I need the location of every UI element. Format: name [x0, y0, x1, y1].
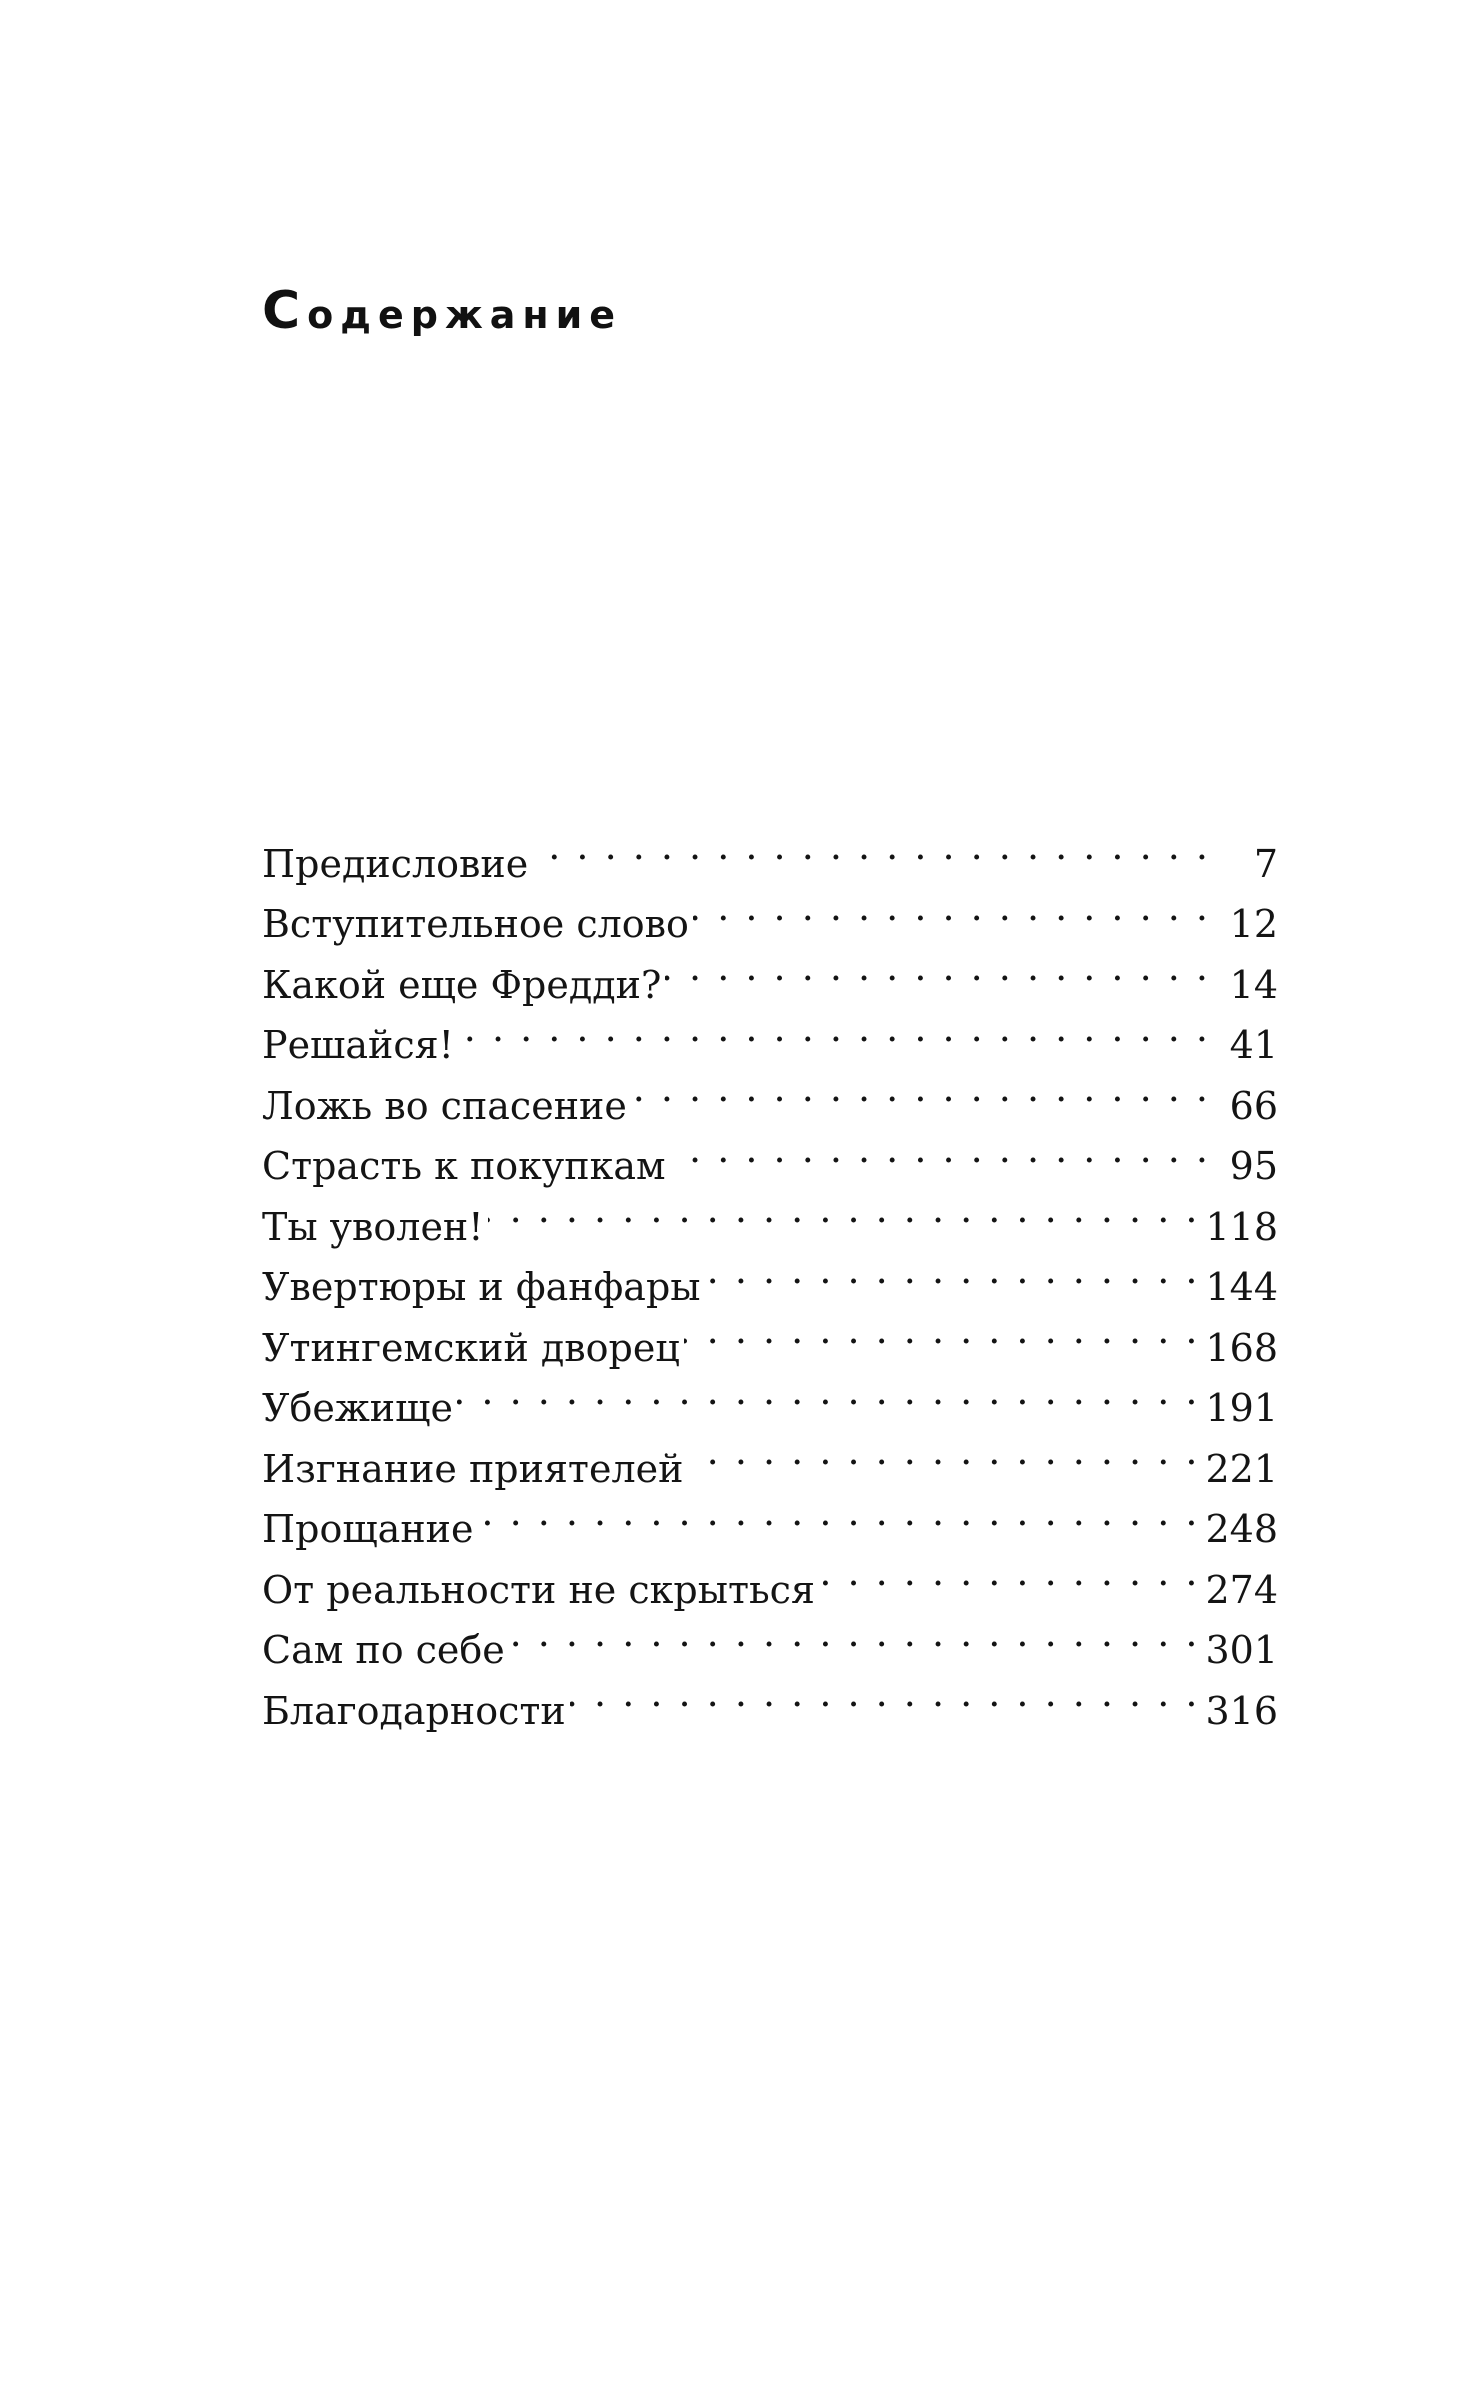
toc-entry-title: Увертюры и фанфары — [262, 1265, 701, 1309]
toc-entry — [262, 816, 1278, 886]
toc-dot-leader — [684, 1300, 1198, 1361]
toc-dot-leader — [570, 1663, 1198, 1724]
toc-dot-leader — [631, 1058, 1208, 1119]
toc-dot-leader — [458, 998, 1208, 1059]
toc-entry-title: Ложь во спасение — [262, 1083, 627, 1128]
toc-dot-leader — [488, 1179, 1198, 1240]
toc-entry-title: Предисловие — [262, 841, 529, 886]
page-title-rest: одержание — [307, 292, 623, 337]
toc-entry-page: 41 — [1229, 1023, 1278, 1067]
toc-entry-page: 66 — [1229, 1083, 1278, 1128]
toc-dot-leader — [509, 1603, 1198, 1664]
toc-dot-leader — [670, 1119, 1208, 1180]
toc-entry-title: Решайся! — [262, 1023, 454, 1067]
toc-dot-leader — [705, 1240, 1198, 1301]
toc-entry-page: 301 — [1205, 1628, 1278, 1672]
toc-entry-page: 191 — [1205, 1386, 1278, 1430]
toc-dot-leader — [457, 1361, 1198, 1422]
toc-entry-page: 316 — [1205, 1688, 1278, 1733]
toc-entry-page: 221 — [1205, 1446, 1278, 1491]
toc-dot-leader — [693, 877, 1208, 938]
toc-entry-title: Вступительное слово — [262, 902, 689, 946]
toc-dot-leader — [665, 937, 1208, 998]
toc-entry-page: 274 — [1205, 1567, 1278, 1612]
toc-dot-leader — [687, 1421, 1197, 1482]
toc-entry-title: Сам по себе — [262, 1628, 505, 1672]
toc-entry-page: 118 — [1205, 1204, 1278, 1249]
toc-entry-title: Благодарности — [262, 1688, 566, 1733]
toc-entry-title: Страсть к покупкам — [262, 1144, 666, 1188]
toc-entry-title: Изгнание приятелей — [262, 1446, 684, 1491]
toc-entry-title: Утингемский дворец — [262, 1325, 680, 1370]
toc-entry-page: 248 — [1205, 1507, 1278, 1551]
toc-entry-title: Ты уволен! — [262, 1204, 484, 1249]
toc-entry-page: 12 — [1229, 902, 1278, 946]
page-title-initial: С — [262, 280, 308, 341]
table-of-contents — [262, 816, 1278, 1733]
toc-entry-page: 144 — [1205, 1265, 1278, 1309]
toc-entry-page: 14 — [1229, 962, 1278, 1007]
toc-dot-leader — [532, 816, 1208, 877]
toc-entry-title: Прощание — [262, 1507, 474, 1551]
page-title — [262, 280, 623, 341]
toc-entry-title: Убежище — [262, 1386, 453, 1430]
toc-entry-title: Какой еще Фредди? — [262, 962, 662, 1007]
toc-entry-page: 7 — [1253, 841, 1278, 886]
toc-entry-title: От реальности не скрыться — [262, 1567, 815, 1612]
toc-entry-page: 168 — [1205, 1325, 1278, 1370]
toc-dot-leader — [819, 1542, 1198, 1603]
toc-entry-page: 95 — [1229, 1144, 1278, 1188]
toc-dot-leader — [477, 1482, 1197, 1543]
